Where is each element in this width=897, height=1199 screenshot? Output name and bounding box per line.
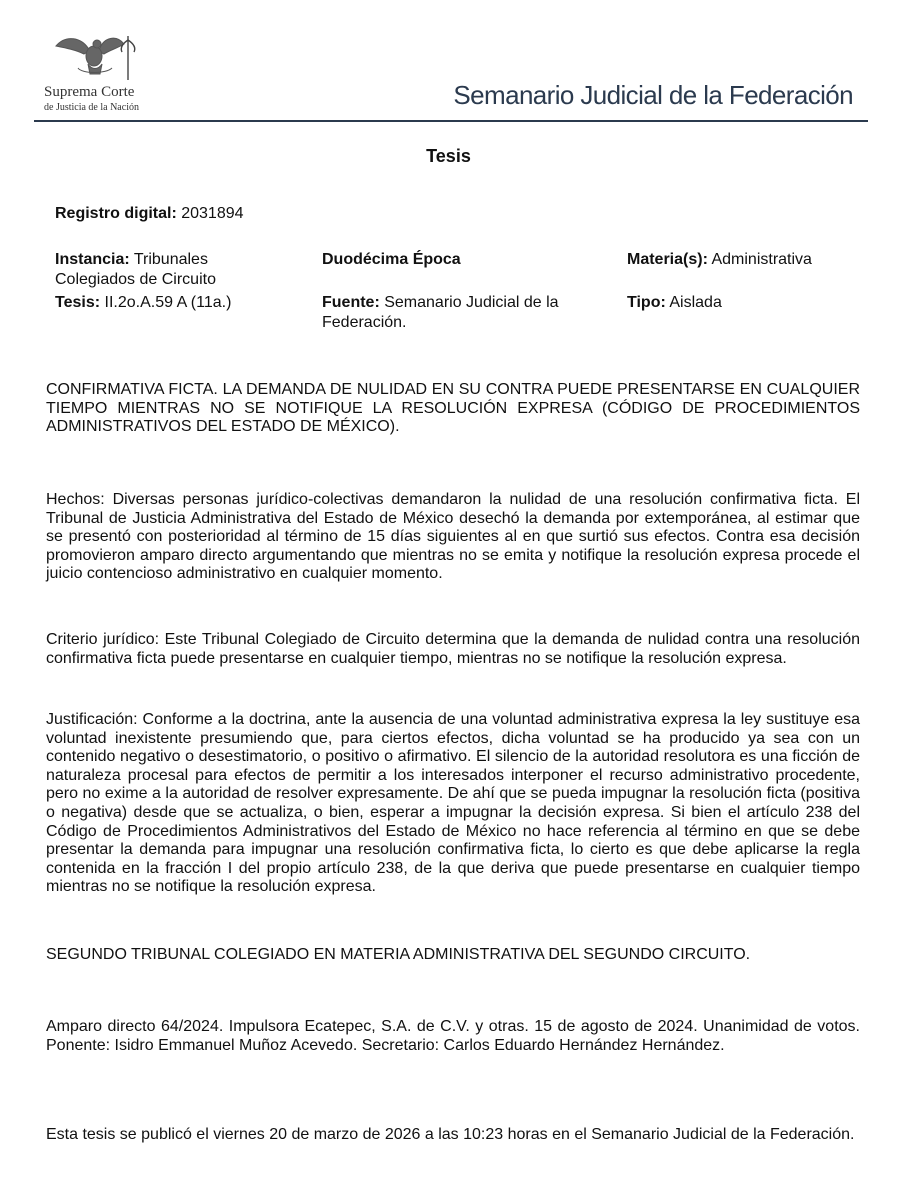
eagle-emblem-icon — [48, 30, 144, 82]
publication-title: Semanario Judicial de la Federación — [453, 80, 853, 110]
tribunal: SEGUNDO TRIBUNAL COLEGIADO EN MATERIA ADMINISTRATIVA DEL SEGUNDO CIRCUITO. — [46, 946, 751, 963]
materia — [627, 250, 812, 270]
header-divider — [34, 120, 868, 122]
tesis-value: II.2o.A.59 A (11a.) — [104, 294, 232, 311]
scjn-logo — [44, 30, 164, 116]
epoca-value: Duodécima Época — [322, 251, 461, 268]
epoca — [322, 250, 461, 270]
tesis-label: Tesis: — [55, 294, 101, 311]
logo-subtitle: de Justicia de la Nación — [44, 102, 139, 113]
fuente — [322, 293, 607, 333]
registro-value: 2031894 — [181, 205, 244, 222]
instancia-label: Instancia: — [55, 251, 130, 268]
tesis — [55, 293, 231, 313]
fuente-value: Semanario Judicial de la Federación. — [322, 294, 559, 331]
tipo-label: Tipo: — [627, 294, 666, 311]
justificacion-paragraph: Justificación: Conforme a la doctrina, ante la ausencia de una voluntad administrativa expresa la ley sustituye esa voluntad inexistente presumiendo que, para ciertos efectos, dicha voluntad se ha producido ya sea con un contenido negativo o desestimatorio, o positivo o afirmativo. El silencio de la autoridad resolutora es una ficción de naturaleza procesal para efectos de permitir a los interesados interponer el recurso administrativo procedente, pero no exime a la autoridad de resolver expresamente. De ahí que se pueda impugnar la resolución ficta (positiva o negativa) desde que se actualiza, o bien, esperar a impugnar la decisión expresa. Si bien el artículo 238 del Código de Procedimientos Administrativos del Estado de México no hace referencia al término en que se debe presentar la demanda para impugnar una resolución confirmativa ficta, lo cierto es que debe aplicarse la regla contenida en la fracción I del propio artículo 238, de la que deriva que puede presentarse en cualquier tiempo mientras no se notifique la resolución expresa. — [46, 711, 860, 896]
materia-label: Materia(s): — [627, 251, 708, 268]
instancia — [55, 250, 270, 290]
tipo-value: Aislada — [669, 294, 722, 311]
registro-label: Registro digital: — [55, 205, 177, 222]
precedente-paragraph: Amparo directo 64/2024. Impulsora Ecatepec, S.A. de C.V. y otras. 15 de agosto de 2024. Unanimidad de votos. Ponente: Isidro Emmanuel Muñoz Acevedo. Secretario: Carlos Eduardo Hernández Hernández. — [46, 1018, 860, 1054]
fuente-label: Fuente: — [322, 294, 380, 311]
criterio-paragraph: Criterio jurídico: Este Tribunal Colegiado de Circuito determina que la demanda de nulidad contra una resolución confirmativa ficta puede presentarse en cualquier tiempo, mientras no se notifique la resolución expresa. — [46, 631, 860, 667]
rubro: CONFIRMATIVA FICTA. LA DEMANDA DE NULIDAD EN SU CONTRA PUEDE PRESENTARSE EN CUALQUIER TIEMPO MIENTRAS NO SE NOTIFIQUE LA RESOLUCIÓN EXPRESA (CÓDIGO DE PROCEDIMIENTOS ADMINISTRATIVOS DEL ESTADO DE MÉXICO). — [46, 381, 860, 436]
logo-name: Suprema Corte — [44, 84, 135, 100]
instancia-value: Tribunales Colegiados de Circuito — [55, 251, 216, 288]
hechos-paragraph: Hechos: Diversas personas jurídico-colectivas demandaron la nulidad de una resolución confirmativa ficta. El Tribunal de Justicia Administrativa del Estado de México desechó la demanda por extemporánea, al estimar que se presentó con posterioridad al término de 15 días siguientes al en que surtió sus efectos. Contra esa decisión promovieron amparo directo argumentando que mientras no se emita y notifique la resolución expresa procede el juicio contencioso administrativo en cualquier momento. — [46, 491, 860, 583]
materia-value: Administrativa — [711, 251, 812, 268]
publicacion-note: Esta tesis se publicó el viernes 20 de marzo de 2026 a las 10:23 horas en el Semanario Judicial de la Federación. — [46, 1126, 855, 1143]
tipo — [627, 293, 722, 313]
document-type: Tesis — [426, 146, 471, 166]
registro-digital — [55, 204, 244, 224]
